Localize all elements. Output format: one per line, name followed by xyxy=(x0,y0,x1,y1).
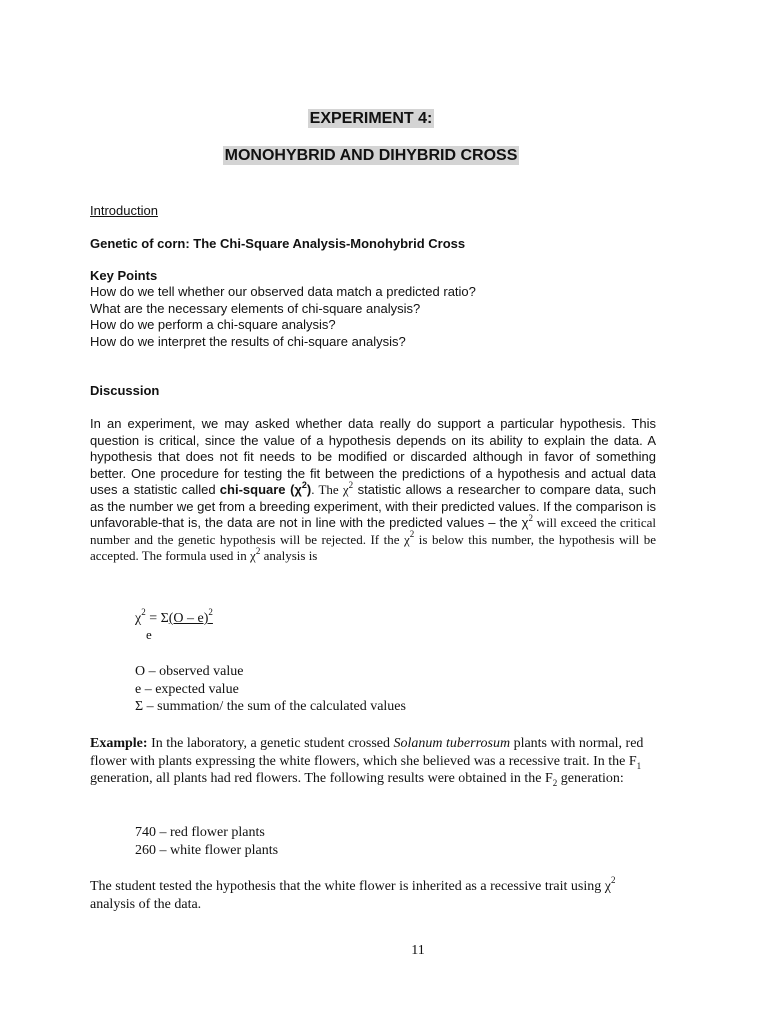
formula-denominator: e xyxy=(146,627,152,642)
key-point-item: How do we perform a chi-square analysis? xyxy=(90,317,336,332)
result-item: 740 – red flower plants xyxy=(135,825,265,840)
experiment-title xyxy=(0,110,742,128)
definition-item: O – observed value xyxy=(135,664,244,679)
results-list xyxy=(135,824,278,859)
key-point-item: What are the necessary elements of chi-square analysis? xyxy=(90,300,421,316)
key-points-heading: Key Points xyxy=(90,268,158,283)
formula-numerator: (O – e)$^2$ xyxy=(168,607,213,626)
definition-item: e – expected value xyxy=(135,681,239,697)
key-points-list xyxy=(90,284,655,350)
page-number: 11 xyxy=(411,943,425,958)
key-point-item: How do we tell whether our observed data match a predicted ratio? xyxy=(90,284,476,299)
chi-square-formula: $\chi^2 = \Sigma(O - e)^2$ xyxy=(135,607,213,626)
example-paragraph: Example: In the laboratory, a genetic student crossed Solanum tuberrosum plants with normal, red flower with plants expressing the white flowers, which she believed was a recessive trait. In the $F_1$ generation, all plants had red flowers. The following results were obtained in the $F_2$ generation: xyxy=(90,736,644,788)
experiment-subtitle xyxy=(0,147,742,165)
key-point-item: How do we interpret the results of chi-square analysis? xyxy=(90,333,406,349)
result-item: 260 – white flower plants xyxy=(135,842,279,858)
definition-item: Σ – summation/ the sum of the calculated values xyxy=(135,699,406,714)
introduction-heading: Introduction xyxy=(90,203,158,218)
section-subheading: Genetic of corn: The Chi-Square Analysis-Monohybrid Cross xyxy=(90,236,466,251)
formula-definitions xyxy=(135,663,406,716)
conclusion-paragraph: The student tested the hypothesis that the white flower is inherited as a recessive trait using $\chi^2$ analysis of the data. xyxy=(90,875,616,912)
discussion-text-part1: In an experiment, we may asked whether data really do support a particular hypothesis. This question is critical, since the value of a hypothesis depends on its ability to explain the data. A hypothesis that does not fit needs to be modified or discarded although in favor of something better. One procedure for testing the fit between the predictions of a hypothesis and actual data uses a statistic called xyxy=(90,416,656,497)
experiment-title-text: EXPERIMENT 4: xyxy=(309,110,433,127)
chi-square-term: chi-square $(\chi^2)$ xyxy=(219,479,312,497)
experiment-subtitle-text: MONOHYBRID AND DIHYBRID CROSS xyxy=(224,147,518,164)
discussion-heading: Discussion xyxy=(90,383,160,398)
species-name: Solanum tuberrosum xyxy=(393,736,511,751)
discussion-paragraph: In an experiment, we may asked whether data really do support a particular hypothesis. This question is critical, since the value of a hypothesis depends on its ability to explain the data. A hypothesis that does not fit needs to be modified or discarded although in favor of something better. One procedure for testing the fit between the predictions of a hypothesis and actual data uses a statistic called chi-square $(\chi^2)$. The $\chi^2$ statistic allows a researcher to compare data, such as the number we get from a breeding experiment, with their predicted values. If the comparison is unfavorable-that is, the data are not in line with the predicted values – the $\chi^2$ will exceed the critical number and the genetic hypothesis will be rejected. If the $\chi^2$ is below this number, the hypothesis will be accepted. The formula used in $\chi^2$ analysis is xyxy=(90,416,656,563)
